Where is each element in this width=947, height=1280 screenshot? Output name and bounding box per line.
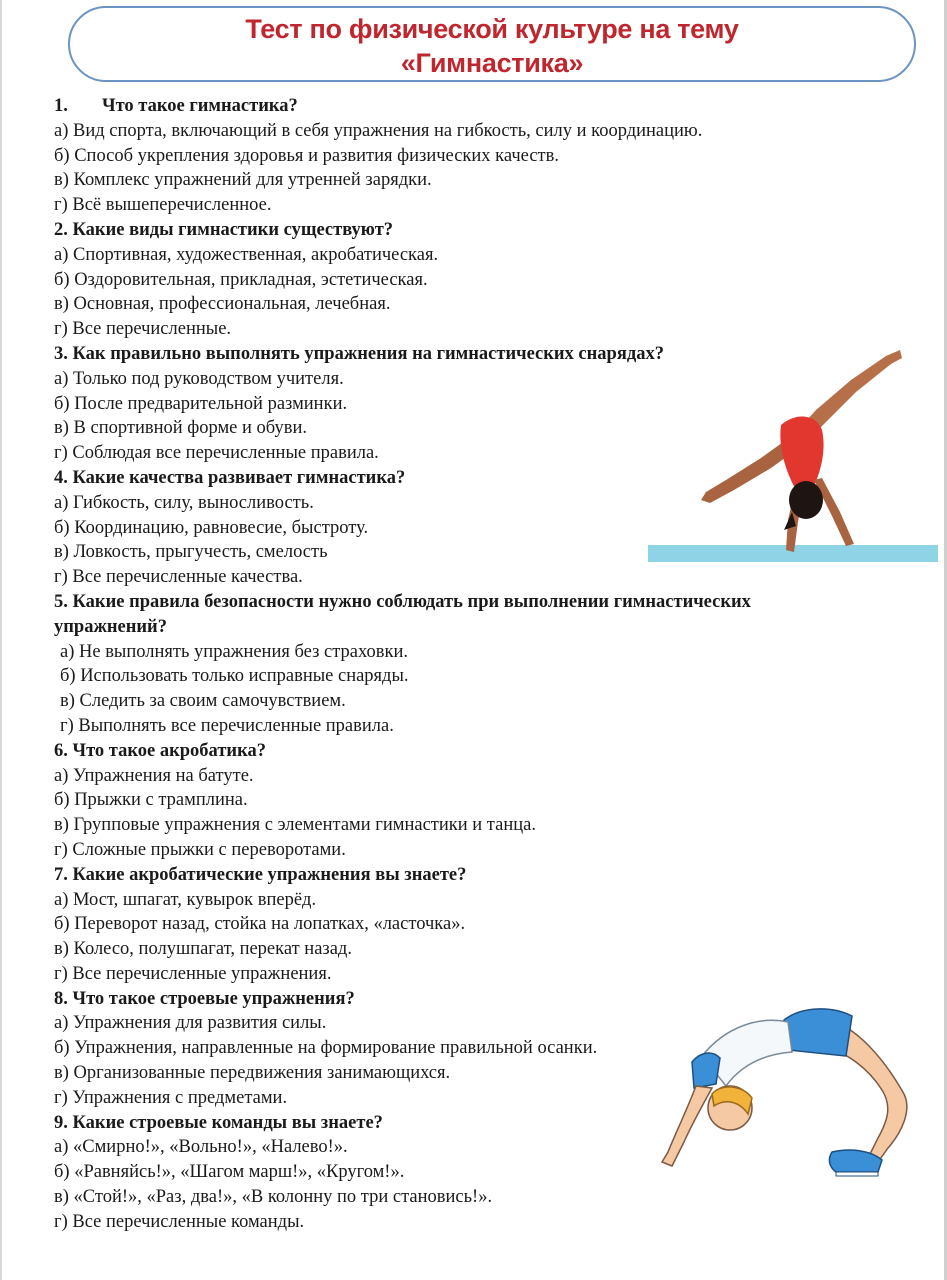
answer-option: б) Координацию, равновесие, быстроту. — [54, 517, 369, 538]
question-1-number: 1. — [54, 96, 68, 116]
answer-option: в) Колесо, полушпагат, перекат назад. — [54, 939, 352, 960]
question-5-line-2: упражнений? — [54, 616, 167, 637]
answer-option: б) Прыжки с трамплина. — [54, 790, 248, 811]
question-8: 8. Что такое строевые упражнения? — [54, 988, 355, 1009]
answer-option: б) Упражнения, направленные на формирование правильной осанки. — [54, 1038, 598, 1059]
answer-option: г) Соблюдая все перечисленные правила. — [54, 443, 379, 464]
title-line-1: Тест по физической культуре на тему — [245, 14, 739, 44]
red-leotard — [780, 416, 823, 490]
question-7: 7. Какие акробатические упражнения вы знаете? — [54, 864, 467, 885]
answer-option: в) Следить за своим самочувствием. — [60, 691, 346, 712]
answer-option: в) Групповые упражнения с элементами гимнастики и танца. — [54, 815, 536, 836]
question-9: 9. Какие строевые команды вы знаете? — [54, 1112, 383, 1133]
question-4: 4. Какие качества развивает гимнастика? — [54, 467, 406, 488]
answer-option: б) Способ укрепления здоровья и развития физических качеств. — [54, 145, 559, 166]
answer-option: г) Все перечисленные качества. — [54, 567, 303, 588]
answer-option: а) Вид спорта, включающий в себя упражнения на гибкость, силу и координацию. — [54, 120, 703, 141]
answer-option: г) Все перечисленные упражнения. — [54, 963, 332, 984]
blue-sleeve — [692, 1053, 720, 1088]
head-hair — [789, 481, 823, 519]
title-line-2: «Гимнастика» — [400, 48, 584, 78]
answer-option: а) Мост, шпагат, кувырок вперёд. — [54, 889, 317, 910]
answer-option: в) В спортивной форме и обуви. — [54, 418, 307, 439]
answer-option: б) После предварительной разминки. — [54, 393, 348, 414]
answer-option: в) Ловкость, прыгучесть, смелость — [54, 542, 328, 563]
question-1-text: Что такое гимнастика? — [102, 96, 298, 116]
answer-option: а) Упражнения для развития силы. — [54, 1013, 327, 1034]
answer-option: в) Комплекс упражнений для утренней зарядки. — [54, 170, 432, 191]
answer-option: б) Переворот назад, стойка на лопатках, «ласточка». — [54, 914, 466, 935]
question-3: 3. Как правильно выполнять упражнения на гимнастических снарядах? — [54, 343, 664, 364]
handstand-gymnast-illustration — [646, 340, 938, 566]
question-2: 2. Какие виды гимнастики существуют? — [54, 219, 394, 240]
page-edge-left — [0, 0, 2, 1280]
answer-option: г) Упражнения с предметами. — [54, 1087, 288, 1108]
answer-option: в) «Стой!», «Раз, два!», «В колонну по три становись!». — [54, 1187, 493, 1208]
arm — [662, 1086, 712, 1166]
question-6: 6. Что такое акробатика? — [54, 740, 266, 761]
answer-option: а) «Смирно!», «Вольно!», «Налево!». — [54, 1137, 348, 1158]
answer-option: б) «Равняйсь!», «Шагом марш!», «Кругом!». — [54, 1162, 405, 1183]
answer-option: б) Использовать только исправные снаряды. — [60, 666, 409, 687]
answer-option: а) Спортивная, художественная, акробатическая. — [54, 244, 439, 265]
answer-option: б) Оздоровительная, прикладная, эстетическая. — [54, 269, 428, 290]
answer-option: г) Всё вышеперечисленное. — [54, 195, 272, 216]
answer-option: а) Упражнения на батуте. — [54, 765, 254, 786]
bridge-gymnast-illustration — [656, 1002, 914, 1180]
answer-option: а) Только под руководством учителя. — [54, 368, 344, 389]
answer-option: а) Не выполнять упражнения без страховки. — [60, 641, 409, 662]
answer-option: г) Выполнять все перечисленные правила. — [60, 715, 394, 736]
answer-option: в) Основная, профессиональная, лечебная. — [54, 294, 391, 315]
answer-option: г) Все перечисленные команды. — [54, 1211, 305, 1232]
answer-option: г) Все перечисленные. — [54, 319, 232, 340]
blue-shorts — [784, 1009, 852, 1056]
sneaker-sole — [836, 1172, 878, 1176]
question-1 — [54, 94, 914, 119]
right-arm — [814, 478, 854, 546]
answer-option: в) Организованные передвижения занимающихся. — [54, 1063, 451, 1084]
answer-option: г) Сложные прыжки с переворотами. — [54, 839, 346, 860]
title-banner — [68, 6, 916, 82]
answer-option: а) Гибкость, силу, выносливость. — [54, 492, 314, 513]
question-5-line-1: 5. Какие правила безопасности нужно соблюдать при выполнении гимнастических — [54, 591, 751, 612]
